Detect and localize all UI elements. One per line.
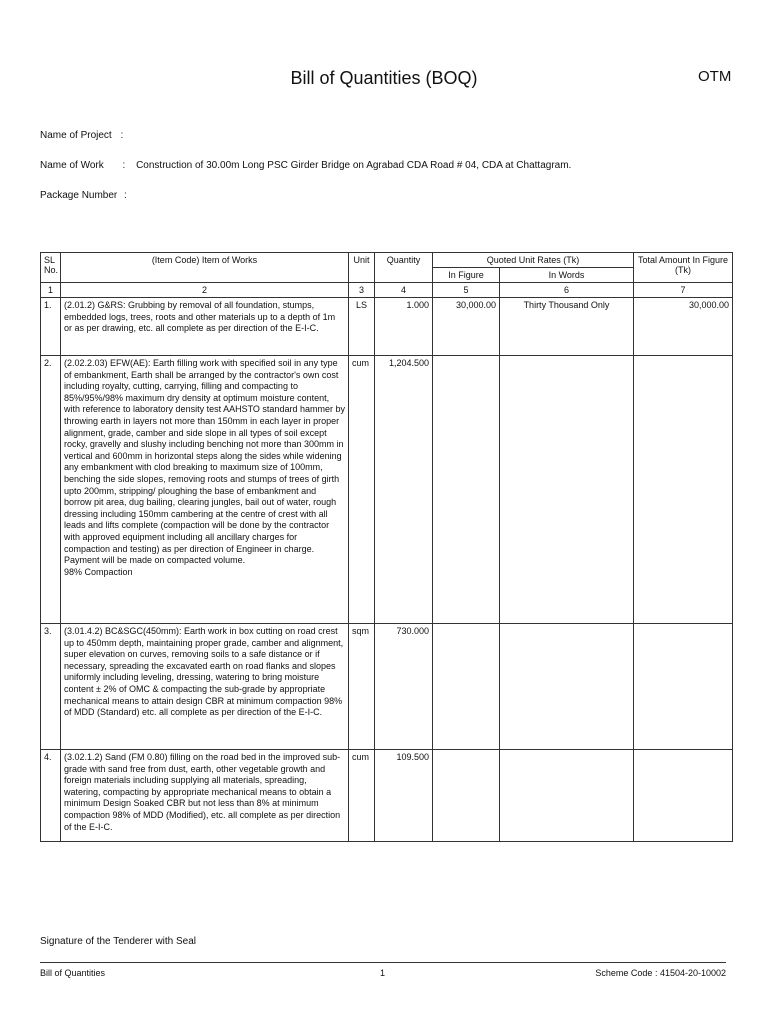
sl-header: SL No. xyxy=(41,253,61,283)
boq-table xyxy=(40,252,733,842)
row-rate-figure xyxy=(433,356,500,624)
footer-document-name: Bill of Quantities xyxy=(40,968,106,978)
table-row xyxy=(41,298,733,356)
row-description: (3.02.1.2) Sand (FM 0.80) filling on the road bed in the improved sub-grade with sand free from dust, earth, other vegetable growth and foreign materials including supplying all materials, spreading, watering, compacting by appropriate mechanical means to obtain a minimum Design Soaked CBR but not less than 8% at minimum compaction 98% of MDD (Modified), etc. all complete as per direction of the E-I-C. xyxy=(61,750,349,842)
row-unit: cum xyxy=(349,356,375,624)
row-sl: 3. xyxy=(41,624,61,750)
row-sl: 4. xyxy=(41,750,61,842)
row-rate-words: Thirty Thousand Only xyxy=(500,298,634,356)
row-quantity: 109.500 xyxy=(375,750,433,842)
quantity-header: Quantity xyxy=(375,253,433,283)
col-number: 2 xyxy=(61,283,349,298)
page-title: Bill of Quantities (BOQ) xyxy=(290,68,478,88)
item-header: (Item Code) Item of Works xyxy=(61,253,349,283)
work-name-line xyxy=(40,160,571,171)
project-name-separator: : xyxy=(120,130,124,141)
package-number-separator: : xyxy=(124,190,127,201)
footer-page-number: 1 xyxy=(380,968,386,978)
row-total xyxy=(634,624,733,750)
total-header: Total Amount In Figure (Tk) xyxy=(634,253,733,283)
table-row xyxy=(41,624,733,750)
unit-header: Unit xyxy=(349,253,375,283)
row-quantity: 1,204.500 xyxy=(375,356,433,624)
row-rate-words xyxy=(500,356,634,624)
col-number: 1 xyxy=(41,283,61,298)
row-description: (2.02.2.03) EFW(AE): Earth filling work with specified soil in any type of embankment, Earth shall be arranged by the contractor's own cost including royalty, cutting, carrying, filling and compacting to 85%/95%/98% maximum dry density at optimum moisture content, with reference to laboratory density test AAHSTO standard hammer by throwing earth in layers not more than 150mm in each layer in proper alignment, grade, camber and side slope in all types of soil except rocky, gravelly and slushy including benching not more than 300mm in vertical and 600mm in horizontal steps along the sides while widening any embankment with clod breaking to maximum size of 100mm, benching the side slopes, removing roots and stumps of trees of girth upto 200mm, stripping/ ploughing the base of embankment and borrow pit area, dug bailing, clearing jungles, bail out of water, rough dressing including 150mm cambering at the centre of crest with all leads and lifts complete (compaction will be done by the contractor with approved equipment including all ancillary charges for compaction and testing) as per direction of Engineer in charge. Payment will be made on compacted volume. xyxy=(64,358,345,566)
in-words-header: In Words xyxy=(500,268,634,283)
footer-divider xyxy=(40,962,726,963)
document-code: OTM xyxy=(698,68,732,85)
row-sl: 2. xyxy=(41,356,61,624)
row-description-note: 98% Compaction xyxy=(64,566,133,577)
row-rate-words xyxy=(500,750,634,842)
row-rate-words xyxy=(500,624,634,750)
col-number: 6 xyxy=(500,283,634,298)
work-name-separator: : xyxy=(122,160,126,171)
col-number: 5 xyxy=(433,283,500,298)
row-total xyxy=(634,750,733,842)
row-quantity: 730.000 xyxy=(375,624,433,750)
row-total xyxy=(634,356,733,624)
row-rate-figure: 30,000.00 xyxy=(433,298,500,356)
row-rate-figure xyxy=(433,750,500,842)
row-quantity: 1.000 xyxy=(375,298,433,356)
project-name-label: Name of Project xyxy=(40,130,112,141)
package-number-line xyxy=(40,190,133,201)
table-row xyxy=(41,750,733,842)
project-name-line xyxy=(40,130,129,141)
row-rate-figure xyxy=(433,624,500,750)
row-unit: LS xyxy=(349,298,375,356)
row-unit: sqm xyxy=(349,624,375,750)
row-description: (3.01.4.2) BC&SGC(450mm): Earth work in box cutting on road crest up to 450mm depth, maintaining proper grade, camber and alignment, super elevation on curves, removing soils to a safe distance or if necessary, spreading the excavated earth on road flanks and slopes uniformly including leveling, dressing, watering to bring moisture content ± 2% of OMC & compacting the sub-grade by appropriate mechanical means to attain design CBR at minimum compaction 98% of MDD (Standard) etc. all complete as per direction of the E-I-C. xyxy=(61,624,349,750)
row-unit: cum xyxy=(349,750,375,842)
column-number-row xyxy=(41,283,733,298)
footer-scheme-code: Scheme Code : 41504-20-10002 xyxy=(595,968,726,978)
header-row xyxy=(41,253,733,268)
row-total: 30,000.00 xyxy=(634,298,733,356)
row-sl: 1. xyxy=(41,298,61,356)
signature-label: Signature of the Tenderer with Seal xyxy=(40,936,197,947)
row-description: (2.01.2) G&RS: Grubbing by removal of all foundation, stumps, embedded logs, trees, roots and other materials up to a depth of 1m or as per drawing, etc. all complete as per direction of the E-I-C. xyxy=(61,298,349,356)
row-description-cell xyxy=(61,356,349,624)
work-name-label: Name of Work xyxy=(40,160,104,171)
col-number: 3 xyxy=(349,283,375,298)
col-number: 4 xyxy=(375,283,433,298)
quoted-rates-header: Quoted Unit Rates (Tk) xyxy=(433,253,634,268)
col-number: 7 xyxy=(634,283,733,298)
table-row xyxy=(41,356,733,624)
in-figure-header: In Figure xyxy=(433,268,500,283)
package-number-label: Package Number xyxy=(40,190,118,201)
work-name-value: Construction of 30.00m Long PSC Girder Bridge on Agrabad CDA Road # 04, CDA at Chattagram. xyxy=(136,160,572,171)
